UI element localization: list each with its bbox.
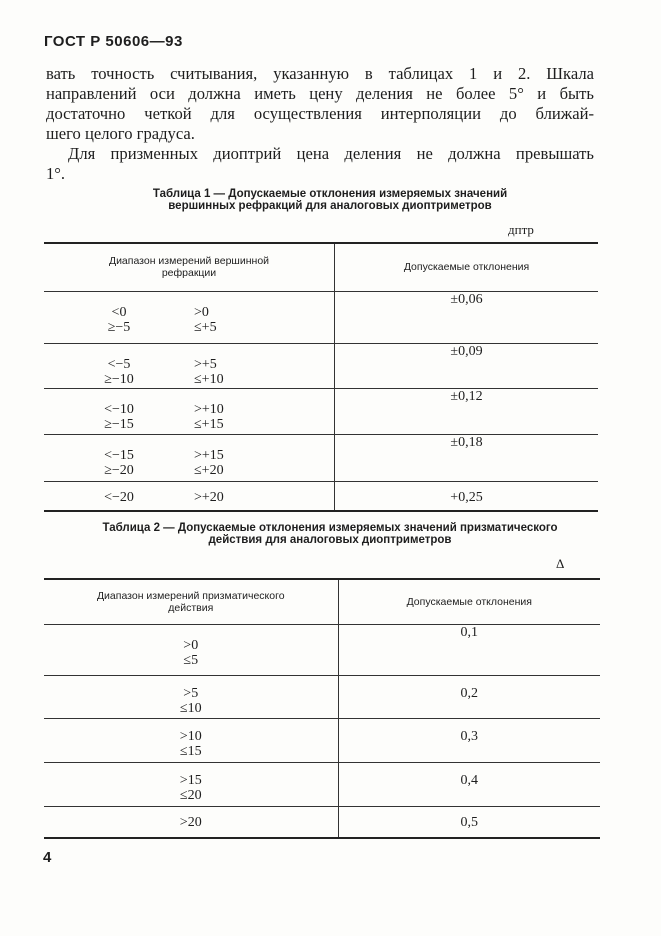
range-upper: >+10: [194, 401, 224, 417]
range-upper: ≤+10: [194, 371, 224, 387]
table1-header-range: Диапазон измерений вершинной рефракции: [44, 243, 335, 291]
paragraph-line: вать точность считывания, указанную в таблицах 1 и 2. Шкала: [46, 64, 594, 83]
range-upper: ≤+5: [194, 319, 217, 335]
deviation-value: +0,25: [335, 481, 599, 511]
paragraph-line: шего целого градуса.: [46, 124, 195, 143]
table-row: [44, 806, 600, 838]
page-number: 4: [43, 849, 52, 866]
range-from: >0: [183, 637, 199, 653]
table2-caption: [20, 522, 640, 546]
paragraph-line: достаточно четкой для осуществления интерполяции до ближай-: [46, 104, 594, 123]
deviation-value: ±0,12: [335, 388, 599, 434]
deviation-value: 0,2: [338, 675, 600, 718]
range-from: >15: [179, 772, 202, 788]
table-row: [44, 718, 600, 762]
deviation-value: ±0,18: [335, 434, 599, 481]
table1-caption: [60, 188, 600, 212]
table2-caption-line2: действия для аналоговых диоптриметров: [208, 534, 452, 546]
range-from: >20: [179, 814, 202, 830]
table2-unit: Δ: [556, 556, 565, 571]
deviation-value: 0,1: [338, 624, 600, 675]
table-row: [44, 481, 598, 511]
range-lower: ≥−10: [104, 371, 134, 387]
table-row: [44, 291, 598, 343]
table-row: [44, 388, 598, 434]
paragraph-line: 1°.: [46, 164, 66, 183]
range-upper: ≤+15: [194, 416, 224, 432]
range-to: ≤5: [183, 652, 199, 668]
range-to: ≤10: [179, 700, 202, 716]
range-upper: >+20: [194, 489, 224, 505]
range-to: ≤20: [179, 787, 202, 803]
deviation-value: 0,5: [338, 806, 600, 838]
paragraph-line: Для призменных диоптрий цена деления не должна превышать: [68, 144, 594, 163]
range-lower: <−20: [104, 489, 134, 505]
table2-header-deviation: Допускаемые отклонения: [338, 579, 600, 624]
table-row: [44, 434, 598, 481]
table1-caption-line2: вершинных рефракций для аналоговых диоптриметров: [168, 200, 492, 212]
range-to: ≤15: [179, 743, 202, 759]
range-lower: ≥−20: [104, 462, 134, 478]
table1-unit: дптр: [508, 222, 534, 237]
range-upper: >+5: [194, 356, 217, 372]
range-from: >10: [179, 728, 202, 744]
range-lower: ≥−15: [104, 416, 134, 432]
range-lower: <−5: [107, 356, 131, 372]
table-row: [44, 343, 598, 388]
table-row: [44, 762, 600, 806]
range-lower: <0: [111, 304, 127, 320]
paragraph-prism: [46, 144, 594, 184]
range-upper: >0: [194, 304, 209, 320]
deviation-value: ±0,06: [335, 291, 599, 343]
table2-header-range: Диапазон измерений призматического действия: [44, 579, 338, 624]
deviation-value: 0,3: [338, 718, 600, 762]
range-lower: <−10: [104, 401, 134, 417]
range-lower: ≥−5: [107, 319, 131, 335]
range-upper: ≤+20: [194, 462, 224, 478]
table1-header-deviation: Допускаемые отклонения: [335, 243, 599, 291]
range-from: >5: [183, 685, 199, 701]
table2: [44, 578, 600, 839]
paragraph-line: направлений оси должна иметь цену деления не более 5° и быть: [46, 84, 594, 103]
document-header: ГОСТ Р 50606—93: [44, 33, 183, 50]
table1: [44, 242, 598, 512]
table1-caption-line1: Таблица 1 — Допускаемые отклонения измеряемых значений: [152, 188, 508, 200]
table2-caption-line1: Таблица 2 — Допускаемые отклонения измеряемых значений призматического: [102, 522, 558, 534]
range-upper: >+15: [194, 447, 224, 463]
deviation-value: ±0,09: [335, 343, 599, 388]
table-row: [44, 624, 600, 675]
range-lower: <−15: [104, 447, 134, 463]
table-row: [44, 675, 600, 718]
deviation-value: 0,4: [338, 762, 600, 806]
paragraph-accuracy: [46, 64, 594, 144]
